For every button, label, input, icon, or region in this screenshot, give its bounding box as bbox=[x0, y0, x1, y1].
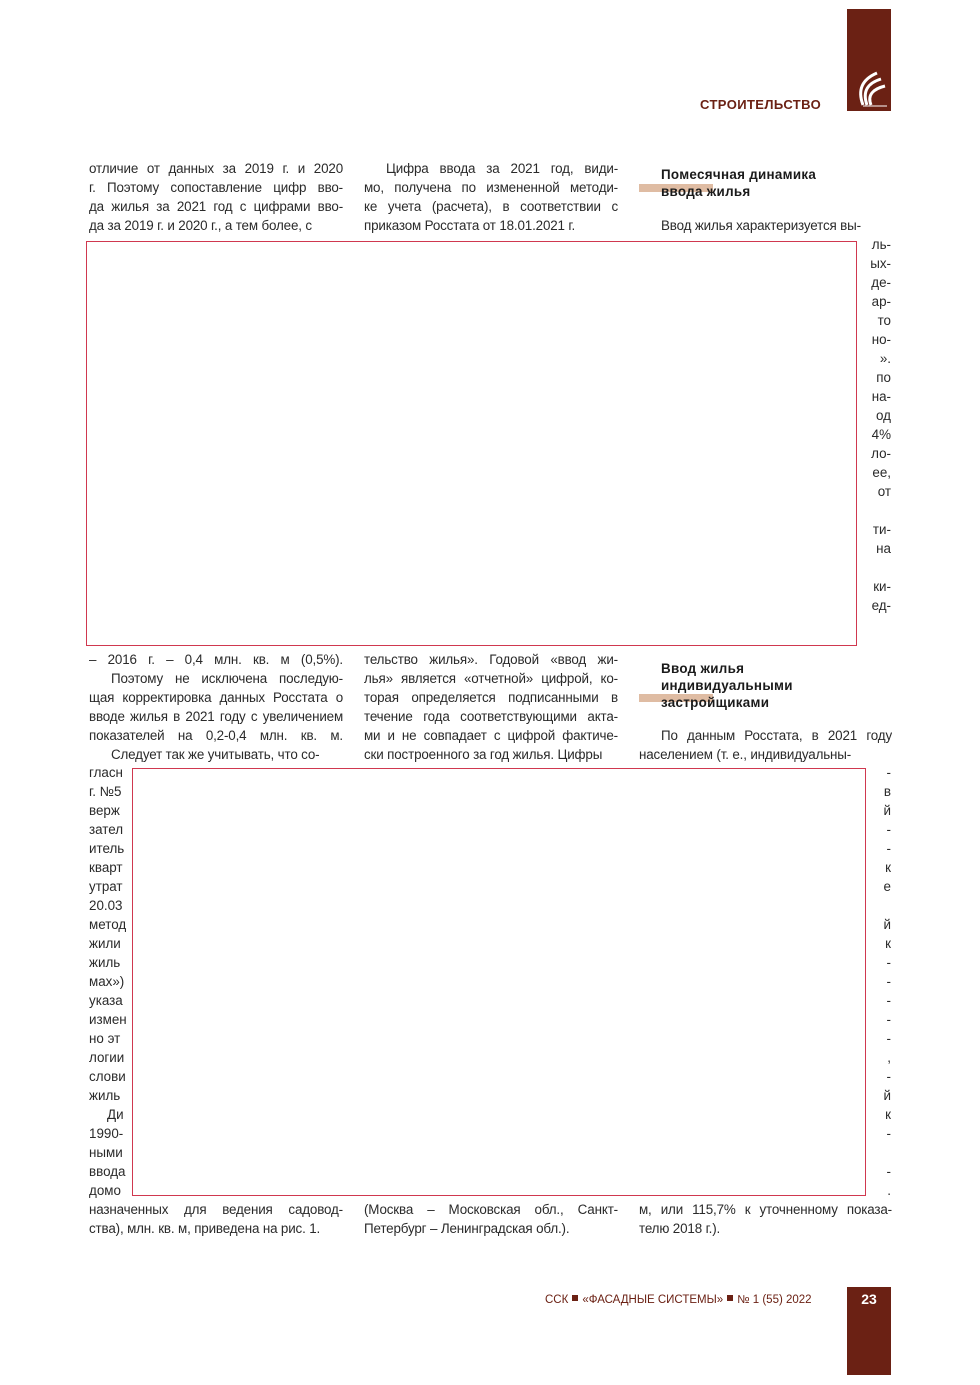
text-line: - bbox=[886, 822, 891, 837]
text-line: 1990- bbox=[89, 1126, 124, 1141]
text-line: то bbox=[877, 313, 891, 328]
text-line: - bbox=[886, 1164, 891, 1179]
col3-fragments-2 bbox=[870, 763, 891, 1200]
col2-mid bbox=[364, 650, 618, 764]
text-line: – 2016 г. – 0,4 млн. кв. м (0,5%). bbox=[89, 652, 343, 667]
text-line: по bbox=[876, 370, 891, 385]
text-line: ки- bbox=[873, 579, 891, 594]
text-line: - bbox=[886, 1031, 891, 1046]
text-line: - bbox=[886, 1012, 891, 1027]
col3-intro: Ввод жилья характеризуется вы- bbox=[661, 218, 861, 233]
text-line: де- bbox=[871, 275, 891, 290]
section-title: СТРОИТЕЛЬСТВО bbox=[700, 97, 822, 112]
text-line: Петербург – Ленинградская обл.). bbox=[364, 1221, 570, 1236]
text-line: слови bbox=[89, 1069, 126, 1084]
text-line: е bbox=[883, 879, 891, 894]
text-line: й bbox=[883, 803, 891, 818]
header-brand-block bbox=[847, 9, 891, 111]
figure-placeholder-2 bbox=[132, 768, 866, 1196]
text-line bbox=[860, 558, 891, 577]
col1-mid bbox=[89, 650, 343, 764]
text-line: , bbox=[887, 1050, 891, 1065]
text-line: указа bbox=[89, 993, 123, 1008]
text-line: - bbox=[886, 1126, 891, 1141]
text-line: . bbox=[887, 1183, 891, 1198]
text-line: к bbox=[885, 1107, 891, 1122]
text-line: Цифра ввода за 2021 год, види- bbox=[386, 161, 618, 176]
text-line: ло- bbox=[871, 446, 891, 461]
text-line: ке учета (расчета), в соответствии с bbox=[364, 199, 618, 214]
heading-line: индивидуальными bbox=[661, 678, 793, 693]
page-number: 23 bbox=[861, 1291, 877, 1307]
text-line: - bbox=[886, 974, 891, 989]
text-line: жиль bbox=[89, 1088, 121, 1103]
text-line: отличие от данных за 2019 г. и 2020 bbox=[89, 161, 343, 176]
text-line: Поэтому не исключена последую- bbox=[111, 671, 343, 686]
text-line: ства), млн. кв. м, приведена на рис. 1. bbox=[89, 1221, 321, 1236]
text-line: ными bbox=[89, 1145, 123, 1160]
text-line: к bbox=[885, 860, 891, 875]
text-line: й bbox=[883, 1088, 891, 1103]
text-line: верж bbox=[89, 803, 120, 818]
text-line: - bbox=[886, 841, 891, 856]
col2-top bbox=[364, 159, 618, 235]
text-line: ль- bbox=[871, 237, 891, 252]
text-line: Следует так же учитывать, что со- bbox=[111, 747, 320, 762]
text-line: но эт bbox=[89, 1031, 121, 1046]
text-line: кварт bbox=[89, 860, 123, 875]
text-line: ски построенного за год жилья. Цифры bbox=[364, 747, 603, 762]
text-line: м, или 115,7% к уточненному показа- bbox=[639, 1202, 892, 1217]
text-line: гласн bbox=[89, 765, 123, 780]
footer-prefix: ССК bbox=[545, 1294, 569, 1306]
heading-monthly-dynamics bbox=[661, 166, 816, 200]
text-line: вводе жилья в 2021 году с увеличением bbox=[89, 709, 343, 724]
col1-top bbox=[89, 159, 343, 235]
text-line: показателей на 0,2-0,4 млн. кв. м. bbox=[89, 728, 343, 743]
text-line: - bbox=[886, 765, 891, 780]
col2-bottom bbox=[364, 1200, 618, 1238]
text-line: к bbox=[885, 936, 891, 951]
text-line: - bbox=[886, 1069, 891, 1084]
text-line: логии bbox=[89, 1050, 125, 1065]
heading-individual-builders bbox=[661, 660, 793, 711]
text-line: итель bbox=[89, 841, 125, 856]
text-line: в bbox=[883, 784, 891, 799]
text-line: од bbox=[876, 408, 891, 423]
col1-fragments bbox=[89, 763, 129, 1200]
text-line: ых- bbox=[870, 256, 891, 271]
col3-para2 bbox=[639, 726, 892, 764]
text-line: - bbox=[886, 955, 891, 970]
text-line: утрат bbox=[89, 879, 123, 894]
text-line bbox=[860, 501, 891, 520]
bullet-square-icon bbox=[572, 1295, 578, 1301]
bullet-square-icon bbox=[727, 1295, 733, 1301]
text-line: - bbox=[886, 993, 891, 1008]
text-line: жили bbox=[89, 936, 121, 951]
text-line: метод bbox=[89, 917, 127, 932]
text-line: ми и не совпадает с цифрой фактиче- bbox=[364, 728, 618, 743]
text-line: измен bbox=[89, 1012, 127, 1027]
magazine-logo-icon bbox=[847, 9, 891, 111]
text-line: от bbox=[877, 484, 891, 499]
footer-issue: № 1 (55) 2022 bbox=[737, 1294, 812, 1306]
text-line: ». bbox=[879, 351, 891, 366]
text-line bbox=[870, 1143, 891, 1162]
text-line: (Москва – Московская обл., Санкт- bbox=[364, 1202, 618, 1217]
text-line: назначенных для ведения садовод- bbox=[89, 1202, 343, 1217]
text-line: й bbox=[883, 917, 891, 932]
text-line: на bbox=[876, 541, 891, 556]
col3-bottom bbox=[639, 1200, 892, 1238]
text-line: щая корректировка данных Росстата о bbox=[89, 690, 343, 705]
text-line: населением (т. е., индивидуальны- bbox=[639, 747, 852, 762]
footer-journal-info bbox=[545, 1294, 812, 1306]
col3-fragments bbox=[860, 235, 891, 615]
text-line: но- bbox=[871, 332, 891, 347]
text-line: жиль bbox=[89, 955, 121, 970]
text-line: г. №5 bbox=[89, 784, 122, 799]
text-line: зател bbox=[89, 822, 124, 837]
text-line: 20.03 bbox=[89, 898, 123, 913]
text-line: на- bbox=[871, 389, 891, 404]
text-line: мо, получена по измененной методи- bbox=[364, 180, 618, 195]
figure-placeholder-1 bbox=[86, 241, 857, 646]
text-line: приказом Росстата от 18.01.2021 г. bbox=[364, 218, 576, 233]
text-line: да за 2019 г. и 2020 г., а тем более, с bbox=[89, 218, 312, 233]
text-line: тельство жилья». Годовой «ввод жи- bbox=[364, 652, 618, 667]
text-line: Ди bbox=[107, 1107, 124, 1122]
text-line: течение года соответствующими акта- bbox=[364, 709, 618, 724]
heading-line: Помесячная динамика bbox=[661, 167, 817, 182]
text-line: да жилья за 2021 год с цифрами вво- bbox=[89, 199, 343, 214]
text-line: домо bbox=[89, 1183, 121, 1198]
heading-line: застройщиками bbox=[661, 695, 770, 710]
col1-bottom bbox=[89, 1200, 343, 1238]
text-line bbox=[870, 896, 891, 915]
text-line: 4% bbox=[871, 427, 891, 442]
text-line: ввода bbox=[89, 1164, 126, 1179]
heading-line: ввода жилья bbox=[661, 184, 751, 199]
text-line: ее, bbox=[872, 465, 891, 480]
heading-line: Ввод жилья bbox=[661, 661, 745, 676]
text-line: телю 2018 г.). bbox=[639, 1221, 721, 1236]
footer-journal-name: «ФАСАДНЫЕ СИСТЕМЫ» bbox=[582, 1294, 724, 1306]
text-line: ти- bbox=[872, 522, 891, 537]
text-line: ед- bbox=[871, 598, 891, 613]
text-line: По данным Росстата, в 2021 году bbox=[661, 728, 892, 743]
text-line: лья» является «отчетной» цифрой, ко- bbox=[364, 671, 618, 686]
text-line: мах») bbox=[89, 974, 125, 989]
text-line: ар- bbox=[871, 294, 891, 309]
text-line: г. Поэтому сопоставление цифр вво- bbox=[89, 180, 343, 195]
text-line: торая определяется подписанными в bbox=[364, 690, 618, 705]
